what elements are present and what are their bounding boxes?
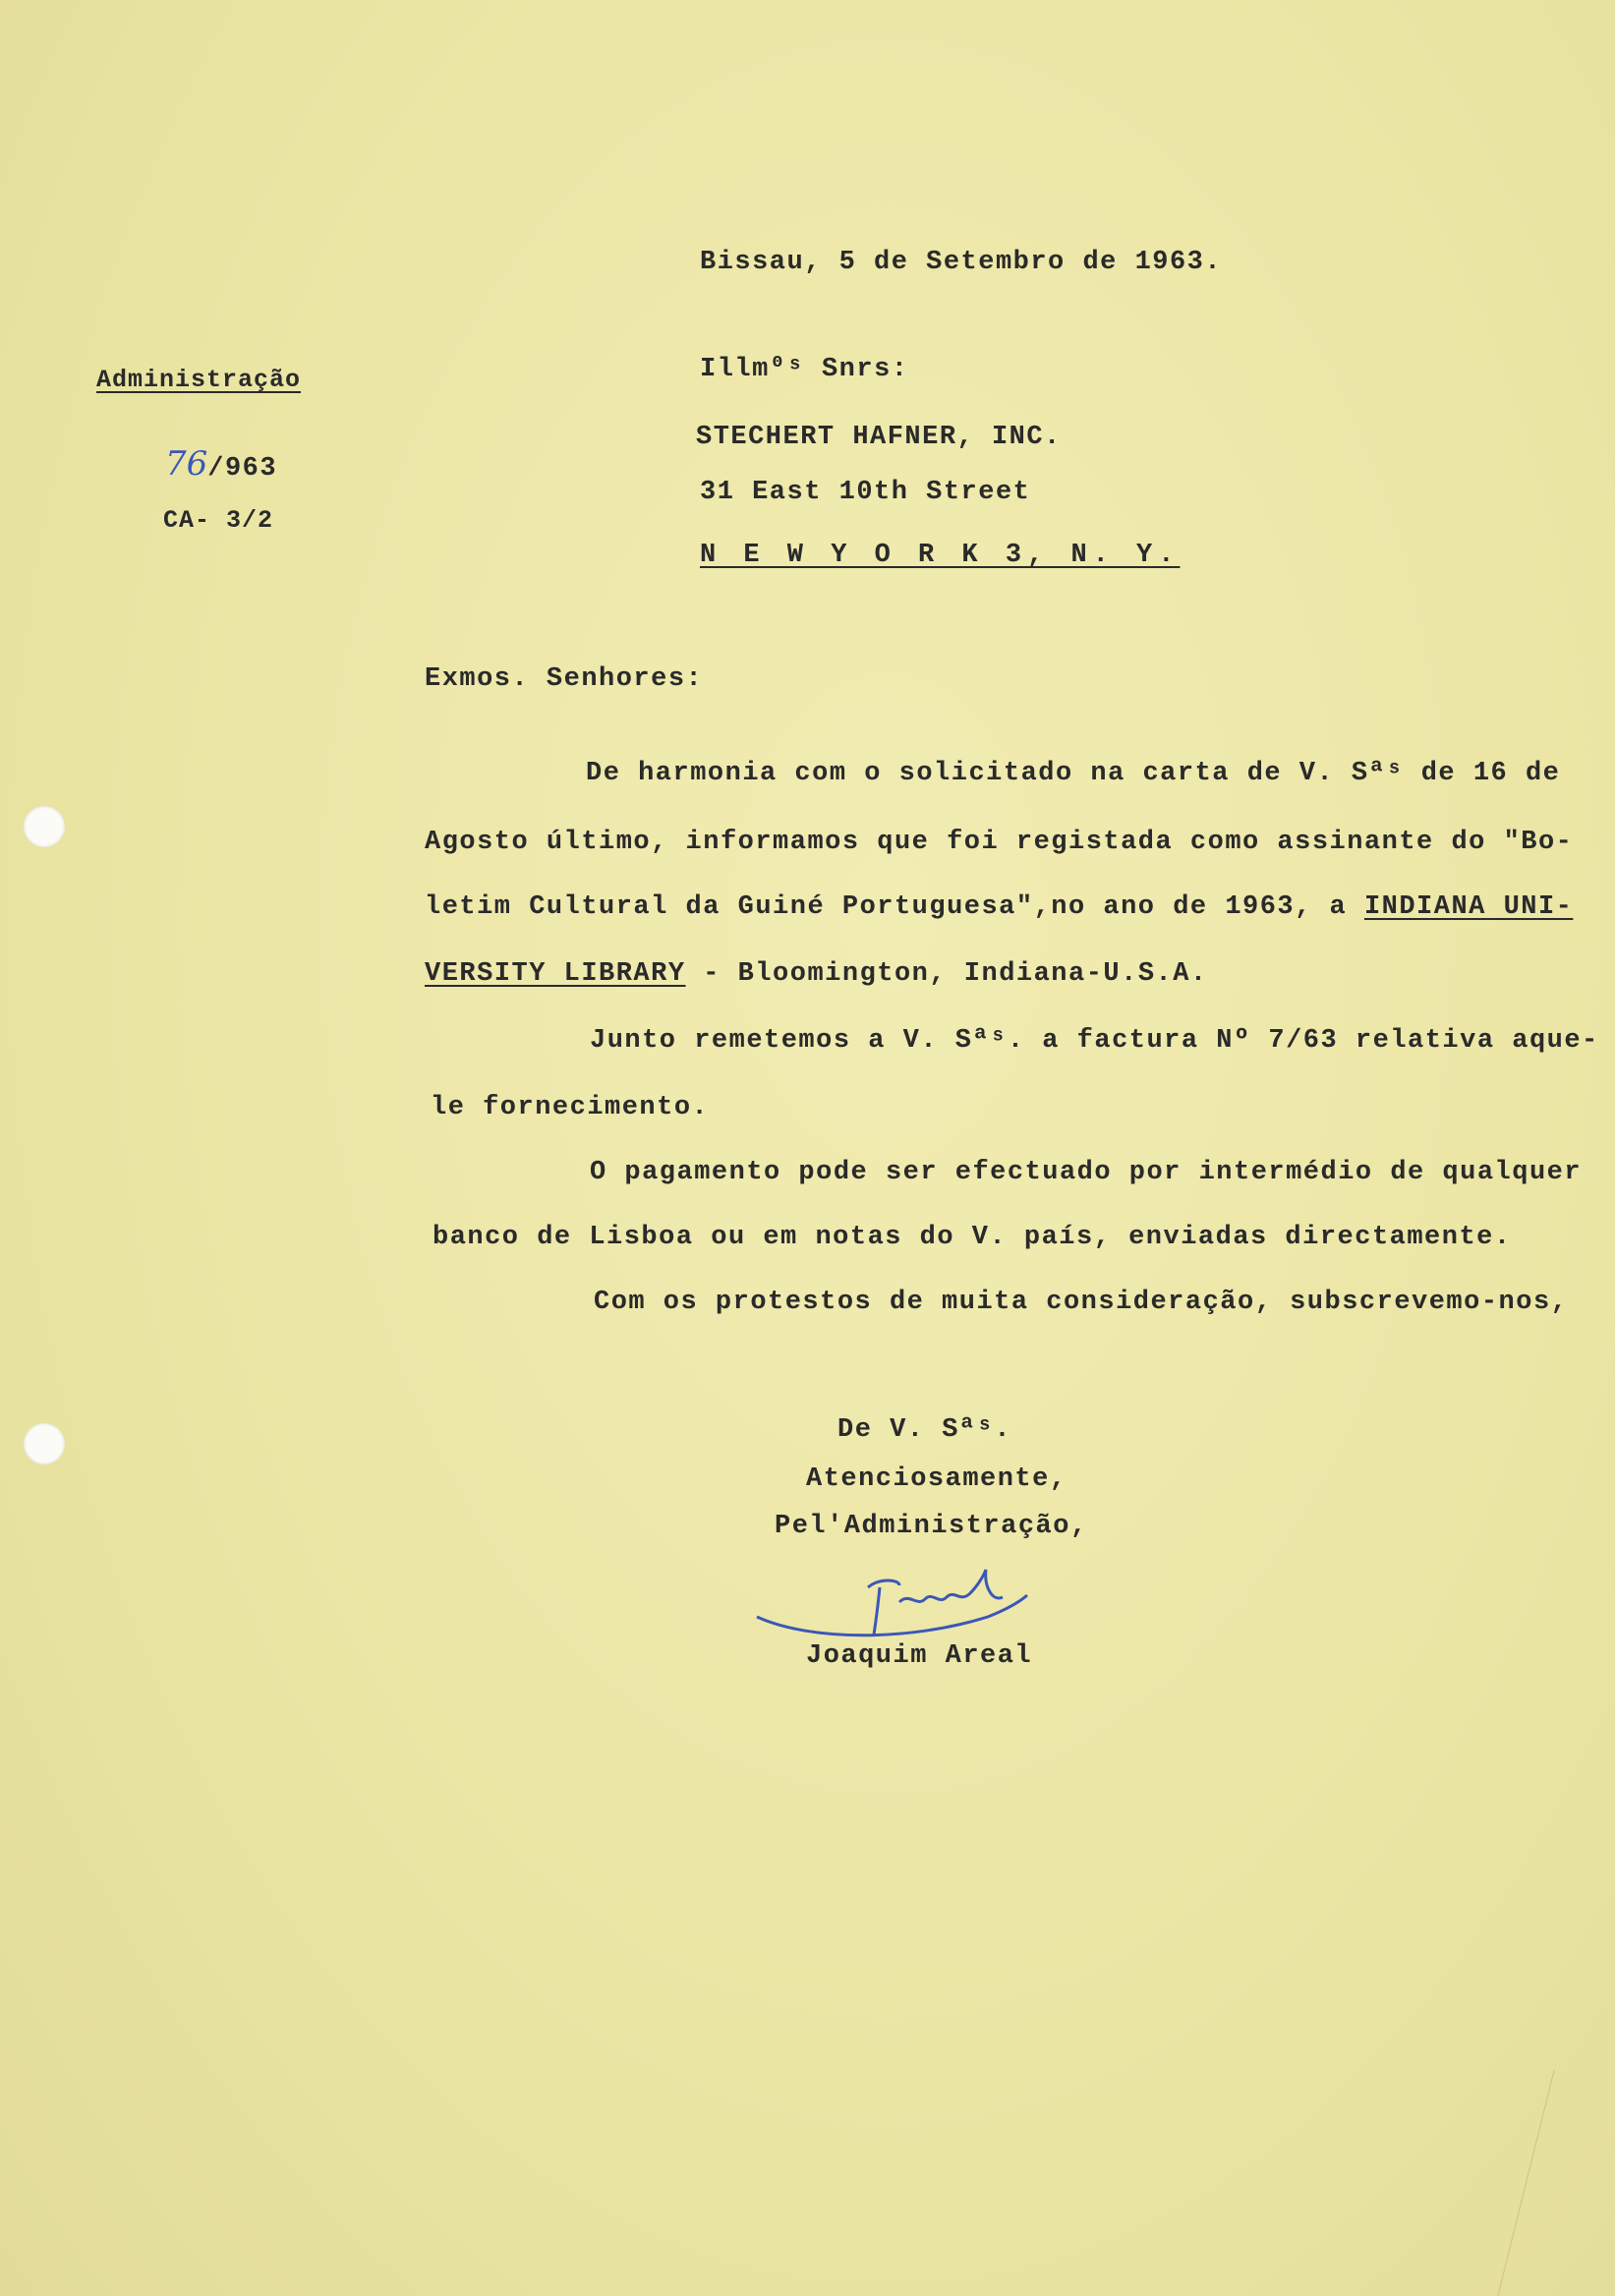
closing-line-1: De V. Sªˢ. — [837, 1415, 1012, 1445]
greeting: Exmos. Senhores: — [425, 664, 704, 694]
signatory-name: Joaquim Areal — [806, 1641, 1033, 1671]
recipient-street: 31 East 10th Street — [700, 478, 1031, 507]
place-date: Bissau, 5 de Setembro de 1963. — [700, 248, 1223, 277]
body-line-5: Junto remetemos a V. Sªˢ. a factura Nº 7/63 relativa aque- — [590, 1026, 1599, 1056]
recipient-salutation: Illm⁰ˢ Snrs: — [700, 355, 909, 384]
margin-reference — [165, 444, 277, 484]
body-line-8: banco de Lisboa ou em notas do V. país, enviadas directamente. — [433, 1223, 1512, 1252]
closing-line-2: Atenciosamente, — [806, 1464, 1067, 1494]
body-line-9: Com os protestos de muita consideração, subscrevemo-nos, — [594, 1288, 1569, 1317]
closing-line-3: Pel'Administração, — [775, 1512, 1088, 1541]
punch-hole-top — [24, 806, 65, 847]
highlight-library: VERSITY LIBRARY — [425, 959, 686, 989]
body-line-1: De harmonia com o solicitado na carta de V. Sªˢ de 16 de — [586, 759, 1561, 788]
body-line-6: le fornecimento. — [431, 1093, 710, 1122]
margin-ref-code: CA- 3/2 — [163, 506, 274, 535]
body-line-3: letim Cultural da Guiné Portuguesa",no ano de 1963, a INDIANA UNI- — [425, 892, 1574, 922]
body-line-7: O pagamento pode ser efectuado por intermédio de qualquer — [590, 1158, 1583, 1187]
handwritten-ref-number: 76 — [165, 444, 208, 484]
ref-year: /963 — [207, 454, 278, 484]
body-line-4: VERSITY LIBRARY - Bloomington, Indiana-U.S.A. — [425, 959, 1208, 989]
punch-hole-bottom — [24, 1423, 65, 1464]
handwritten-signature — [752, 1548, 1067, 1656]
margin-department: Administração — [96, 366, 302, 394]
recipient-company: STECHERT HAFNER, INC. — [696, 423, 1062, 452]
body-line-2: Agosto último, informamos que foi registada como assinante do "Bo- — [425, 828, 1574, 857]
highlight-indiana: INDIANA UNI- — [1363, 892, 1574, 922]
recipient-city: N E W Y O R K 3, N. Y. — [700, 541, 1181, 570]
